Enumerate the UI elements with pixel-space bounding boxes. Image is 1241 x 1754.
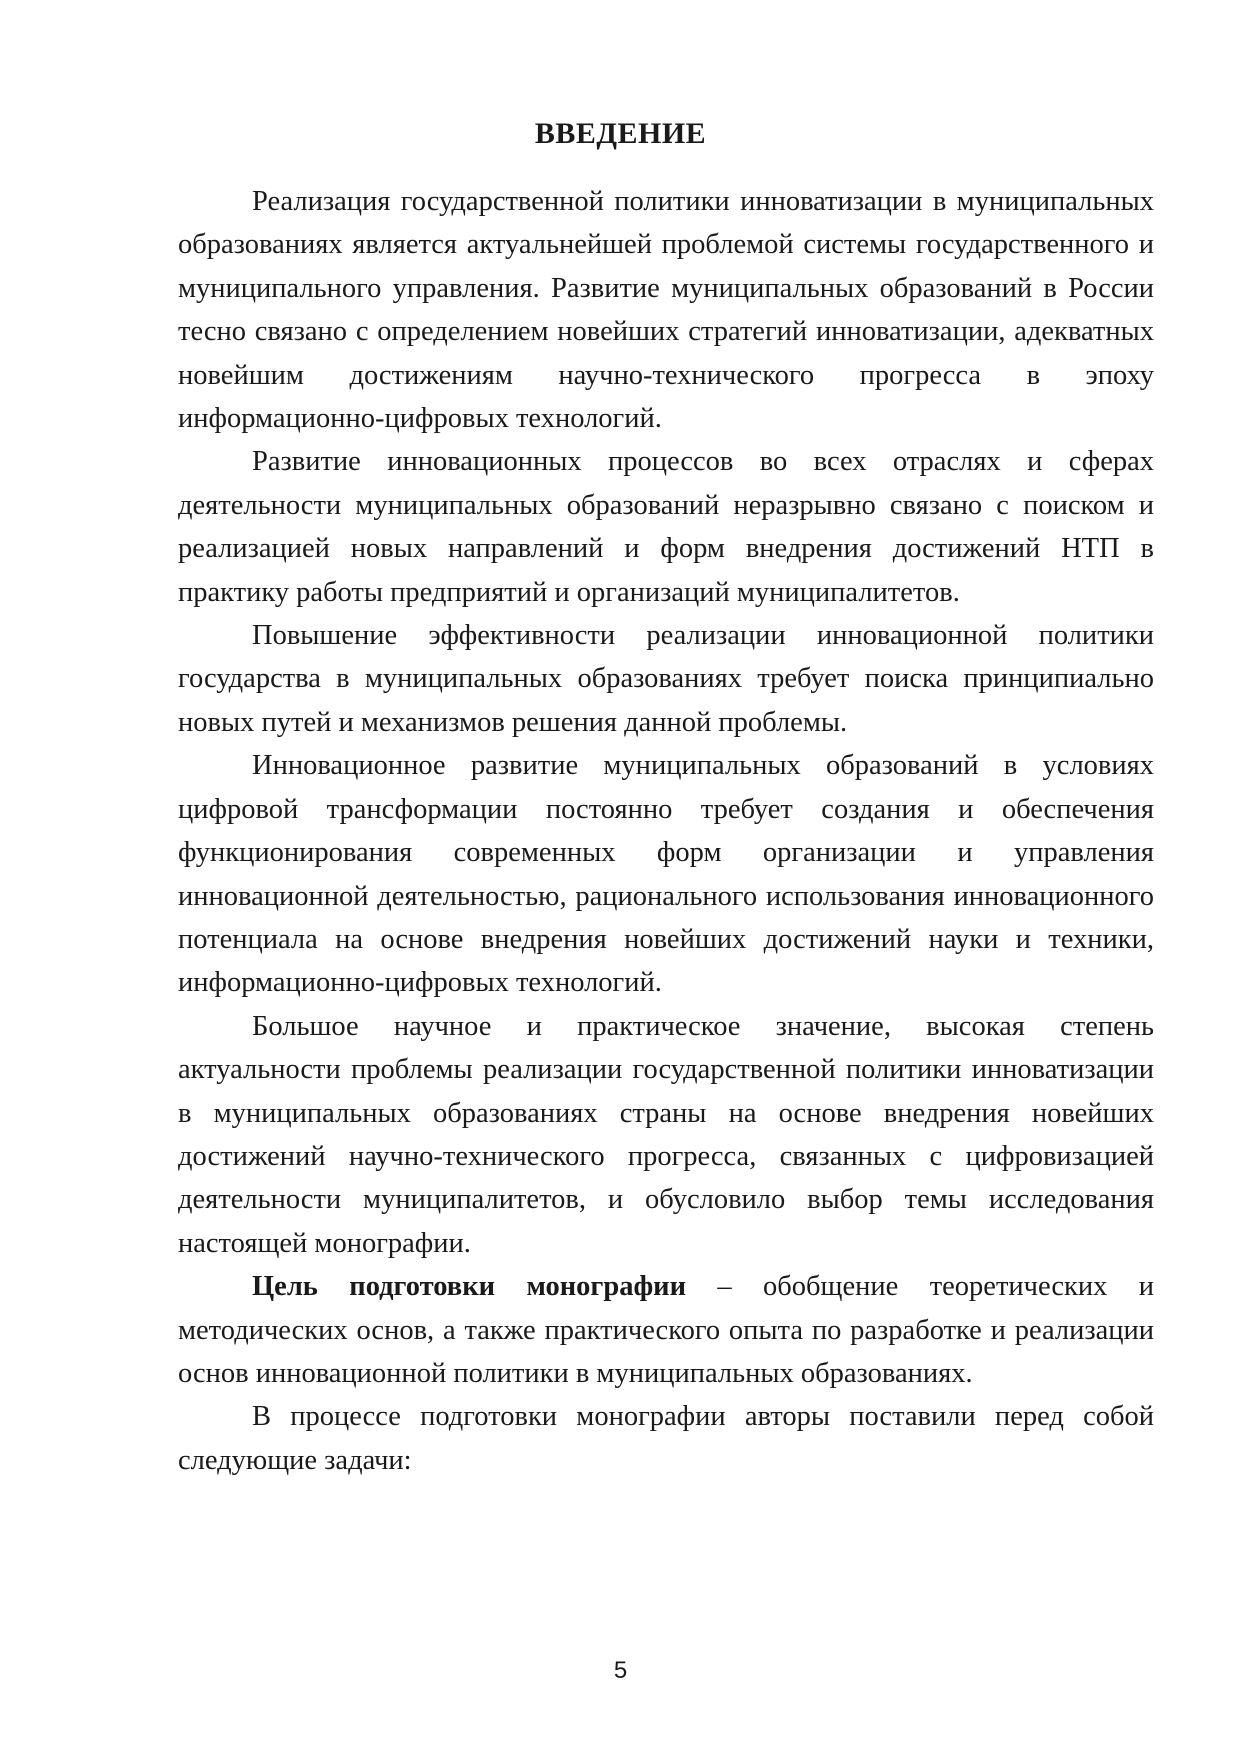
- goal-heading: Цель подготовки монографии: [252, 1271, 687, 1303]
- paragraph-5: Большое научное и практическое значение, высокая степень актуальности проблемы реализации государственной политики инноватизации в муниципальных образованиях страны на основе внедрения новейших достижений научно-технического прогресса, связанных с цифровизацией деятельности муниципалитетов, и обусловило выбор темы исследования настоящей монографии.: [178, 1010, 1154, 1259]
- page-title: ВВЕДЕНИЕ: [534, 117, 707, 150]
- paragraph-4: Инновационное развитие муниципальных образований в условиях цифровой трансформации постоянно требует создания и обеспечения функционирования современных форм организации и управления инновационной деятельностью, рационального использования инновационного потенциала на основе внедрения новейших достижений науки и техники, информационно-цифровых технологий.: [178, 750, 1154, 999]
- page-number: 5: [613, 1657, 628, 1684]
- body-text: [178, 180, 1154, 1482]
- paragraph-6: [178, 1265, 1154, 1395]
- paragraph-7: В процессе подготовки монографии авторы поставили перед собой следующие задачи:: [178, 1401, 1154, 1476]
- paragraph-1: Реализация государственной политики инноватизации в муниципальных образованиях является актуальнейшей проблемой системы государственного и муниципального управления. Развитие муниципальных образований в России тесно связано с определением новейших стратегий инноватизации, адекватных новейшим достижениям научно-технического прогресса в эпоху информационно-цифровых технологий.: [178, 186, 1154, 435]
- goal-text: – обобщение теоретических и методических основ, а также практического опыта по разработке и реализации основ инновационной политики в муниципальных образованиях.: [178, 1271, 1155, 1389]
- paragraph-2: Развитие инновационных процессов во всех отраслях и сферах деятельности муниципальных образований неразрывно связано с поиском и реализацией новых направлений и форм внедрения достижений НТП в практику работы предприятий и организаций муниципалитетов.: [178, 446, 1154, 608]
- paragraph-3: Повышение эффективности реализации инновационной политики государства в муниципальных образованиях требует поиска принципиально новых путей и механизмов решения данной проблемы.: [178, 620, 1154, 738]
